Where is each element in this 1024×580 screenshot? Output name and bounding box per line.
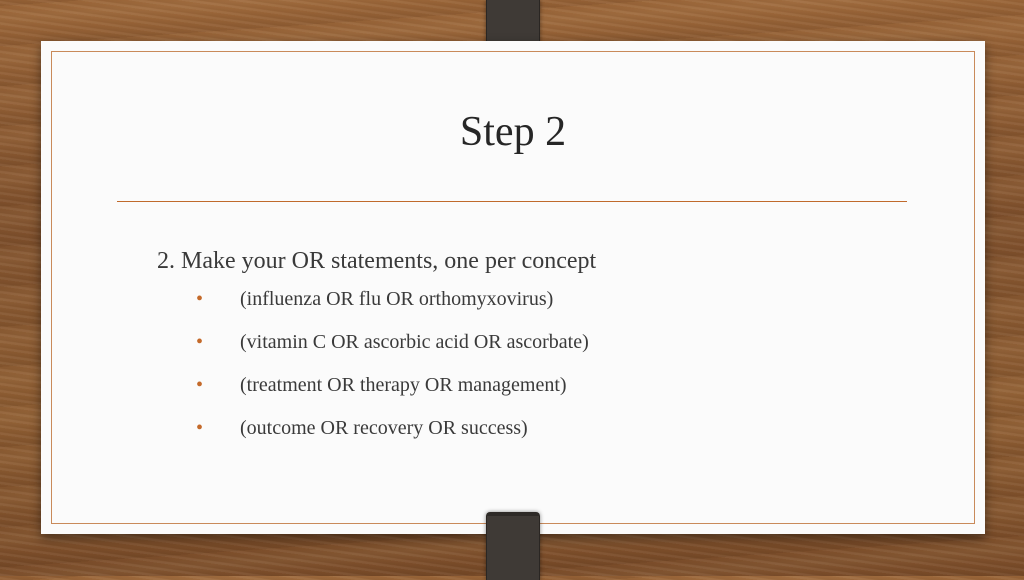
list-item-text: (outcome OR recovery OR success): [240, 417, 528, 439]
list-item: [157, 412, 596, 455]
list-item-text: (treatment OR therapy OR management): [240, 374, 567, 396]
slide-card: [41, 41, 985, 534]
lead-statement: 2. Make your OR statements, one per concept: [157, 248, 597, 274]
list-item: [157, 283, 596, 326]
bullet-icon: •: [196, 288, 204, 310]
title-divider: [117, 201, 907, 202]
list-item-text: (influenza OR flu OR orthomyxovirus): [240, 288, 554, 310]
list-item: [157, 369, 596, 412]
binder-clip-bottom: [486, 512, 540, 580]
slide-content: [157, 248, 596, 455]
concept-list: [157, 283, 596, 455]
slide-title: Step 2: [459, 109, 567, 155]
list-item: [157, 326, 596, 369]
bullet-icon: •: [196, 374, 204, 396]
list-item-text: (vitamin C OR ascorbic acid OR ascorbate): [240, 331, 589, 353]
bullet-icon: •: [196, 417, 204, 439]
bullet-icon: •: [196, 331, 204, 353]
